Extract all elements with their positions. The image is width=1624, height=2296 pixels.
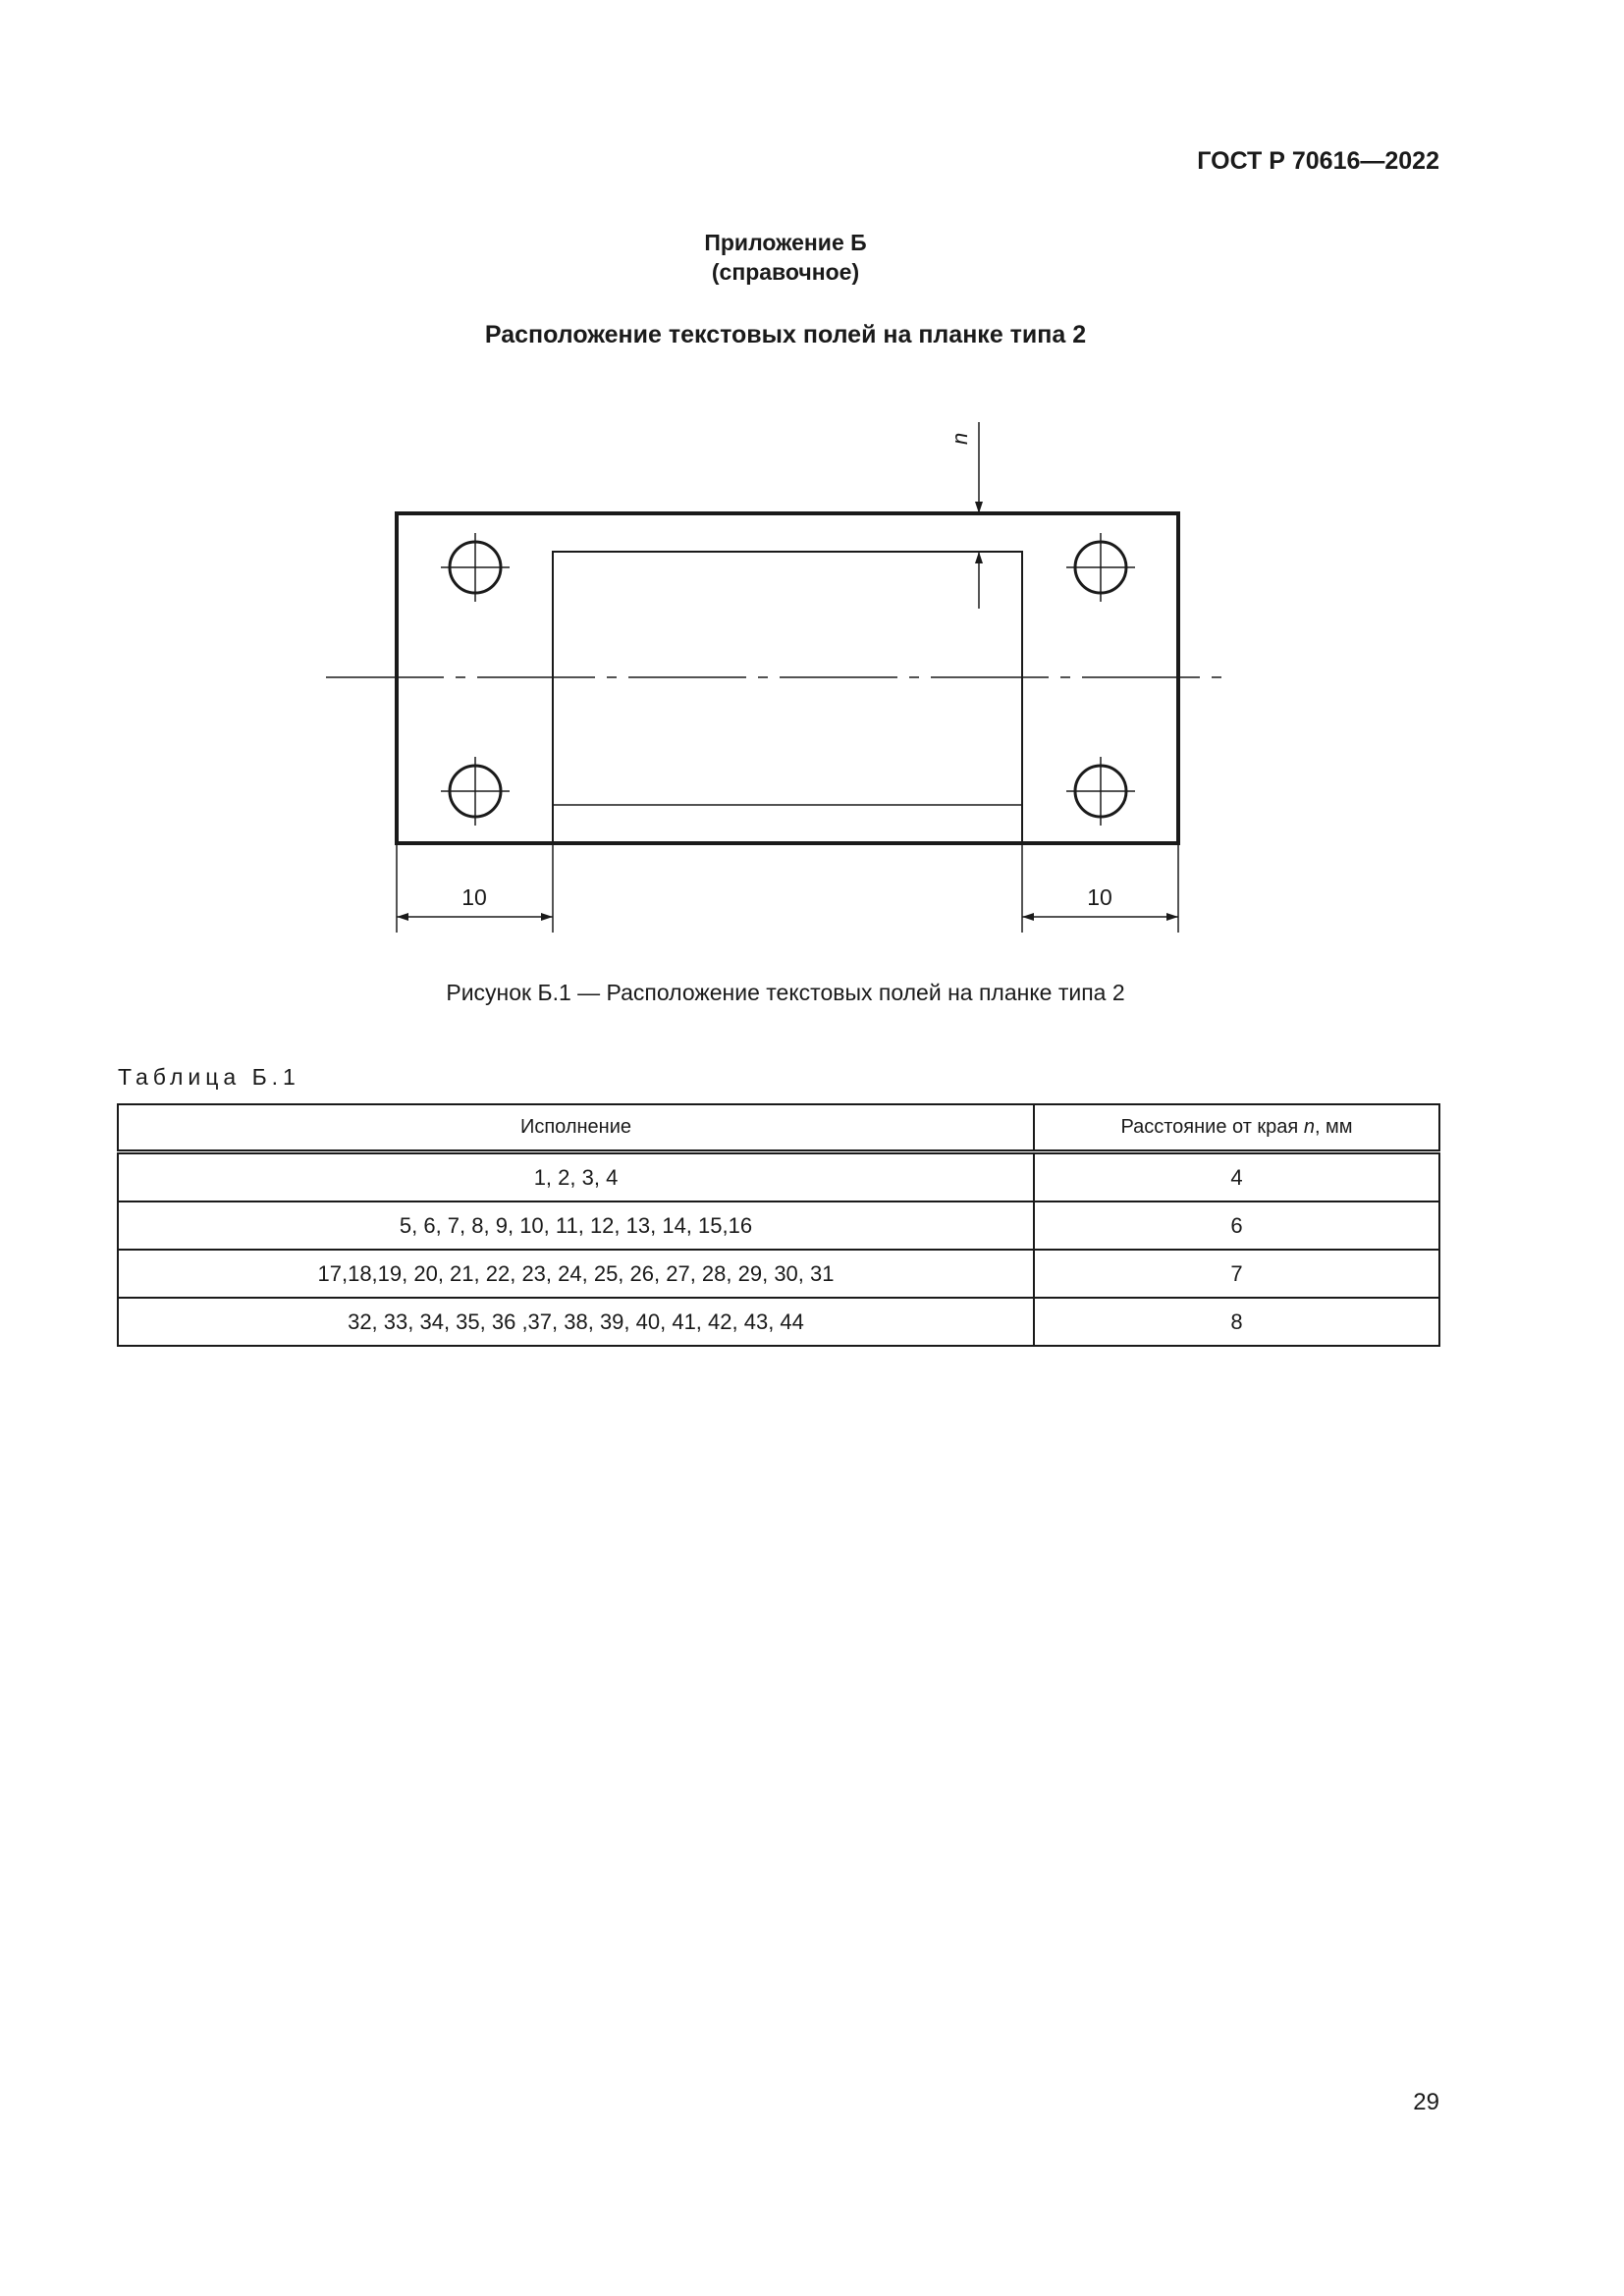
variant-cell: 1, 2, 3, 4: [118, 1152, 1034, 1202]
figure-caption: Рисунок Б.1 — Расположение текстовых полей на планке типа 2: [446, 980, 1125, 1005]
distance-cell: 7: [1034, 1250, 1439, 1298]
header-variant: Исполнение: [118, 1104, 1034, 1152]
table-label: Таблица Б.1: [118, 1064, 300, 1090]
variant-cell: 17,18,19, 20, 21, 22, 23, 24, 25, 26, 27, 28, 29, 30, 31: [118, 1250, 1034, 1298]
table-row: [118, 1250, 1439, 1298]
table-row: [118, 1298, 1439, 1346]
annex-subtitle: (справочное): [711, 259, 860, 285]
distance-cell: 4: [1034, 1152, 1439, 1202]
text-field: [553, 552, 1022, 843]
dimension-right-label: 10: [1087, 884, 1112, 910]
plate-drawing: [0, 0, 1624, 962]
mounting-hole: [441, 533, 510, 602]
table-header-row: [118, 1104, 1439, 1152]
figure-title: Расположение текстовых полей на планке типа 2: [484, 321, 1087, 348]
table-row: [118, 1201, 1439, 1250]
variant-cell: 5, 6, 7, 8, 9, 10, 11, 12, 13, 14, 15,16: [118, 1201, 1034, 1250]
header-distance: [1034, 1104, 1439, 1152]
distance-cell: 8: [1034, 1298, 1439, 1346]
mounting-hole: [441, 757, 510, 826]
header-distance-variable: n: [1303, 1116, 1315, 1138]
dimension-left: [397, 843, 553, 933]
plate-outline: [397, 513, 1178, 843]
dimension-left-label: 10: [461, 884, 487, 910]
variant-cell: 32, 33, 34, 35, 36 ,37, 38, 39, 40, 41, 42, 43, 44: [118, 1298, 1034, 1346]
spec-table: [117, 1103, 1440, 1347]
mounting-hole: [1066, 533, 1135, 602]
table-row: [118, 1152, 1439, 1202]
header-distance-prefix: Расстояние от края: [1120, 1116, 1304, 1138]
dimension-right: [1022, 843, 1178, 933]
mounting-hole: [1066, 757, 1135, 826]
dimension-n-label: n: [947, 432, 972, 445]
distance-cell: 6: [1034, 1201, 1439, 1250]
page-number: 29: [1413, 2089, 1439, 2115]
document-code: ГОСТ Р 70616—2022: [1197, 147, 1439, 175]
header-distance-suffix: , мм: [1314, 1116, 1353, 1138]
annex-title: Приложение Б: [704, 230, 867, 255]
